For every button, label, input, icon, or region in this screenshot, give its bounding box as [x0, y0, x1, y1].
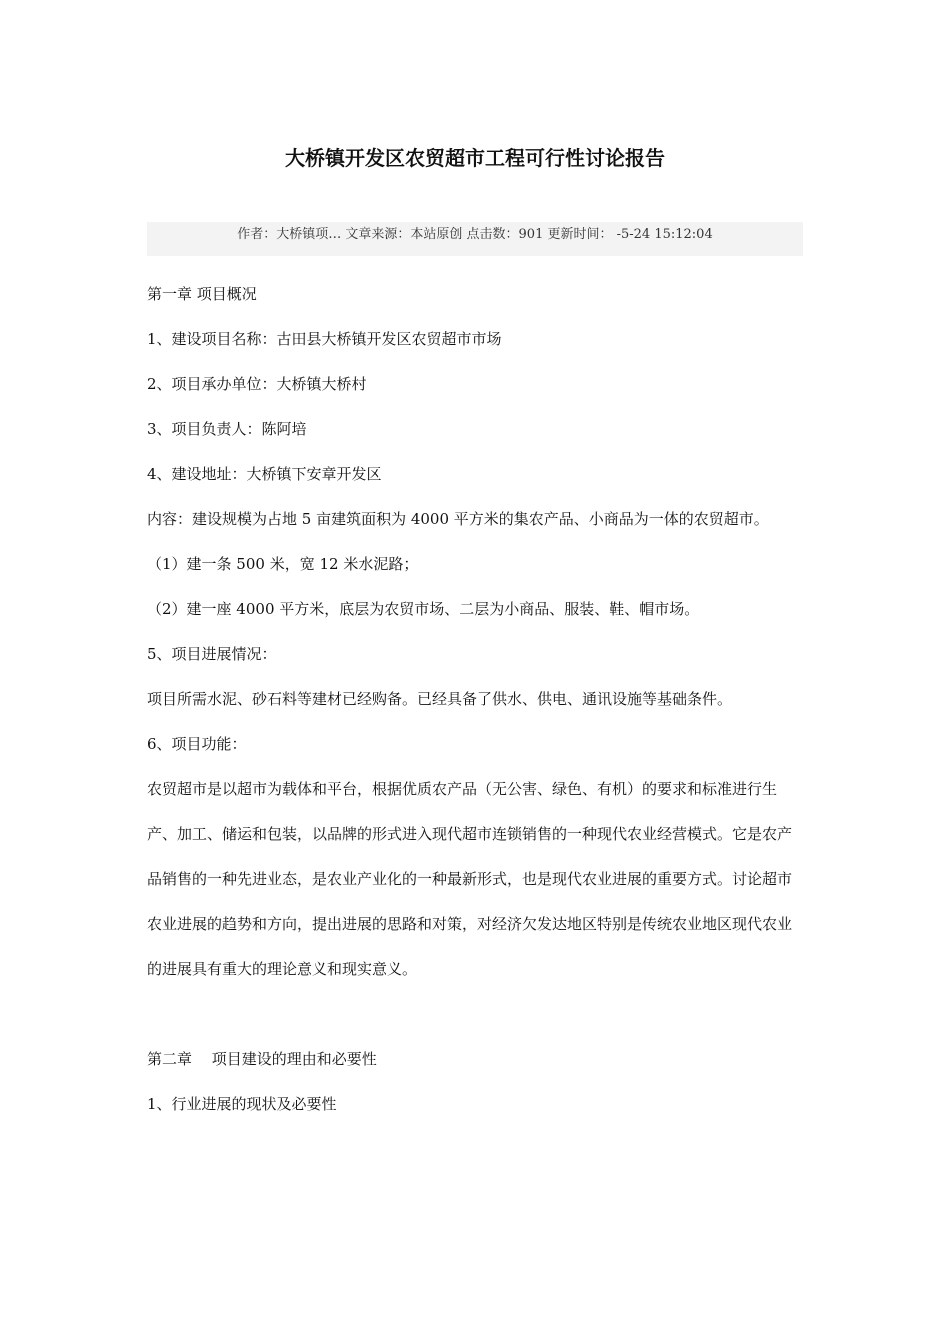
paragraph-spacer: [147, 992, 803, 1037]
chapter-heading: 第一章 项目概况: [147, 285, 257, 303]
paragraph: 3、项目负责人：陈阿培: [147, 420, 307, 438]
article-meta-bar: 作者：大桥镇项… 文章来源：本站原创 点击数：901 更新时间： -5-24 15:12:04: [147, 222, 803, 256]
document-body: [147, 272, 803, 1127]
chapter-heading: 第二章 项目建设的理由和必要性: [147, 1050, 377, 1068]
paragraph: （1）建一条 500 米，宽 12 米水泥路；: [147, 555, 419, 573]
paragraph: 1、建设项目名称：古田县大桥镇开发区农贸超市市场: [147, 330, 502, 348]
paragraph: 内容：建设规模为占地 5 亩建筑面积为 4000 平方米的集农产品、小商品为一体的农贸超市。: [147, 510, 769, 528]
paragraph: 5、项目进展情况：: [147, 645, 277, 663]
paragraph: 4、建设地址：大桥镇下安章开发区: [147, 465, 382, 483]
paragraph: 2、项目承办单位：大桥镇大桥村: [147, 375, 367, 393]
paragraph: （2）建一座 4000 平方米，底层为农贸市场、二层为小商品、服装、鞋、帽市场。: [147, 600, 700, 618]
document-title: 大桥镇开发区农贸超市工程可行性讨论报告: [285, 146, 665, 170]
paragraph: 项目所需水泥、砂石料等建材已经购备。已经具备了供水、供电、通讯设施等基础条件。: [147, 690, 733, 708]
paragraph: 6、项目功能：: [147, 735, 247, 753]
paragraph: 农贸超市是以超市为载体和平台，根据优质农产品（无公害、绿色、有机）的要求和标准进行生产、加工、储运和包装，以品牌的形式进入现代超市连锁销售的一种现代农业经营模式。它是农产品销售的一种先进业态，是农业产业化的一种最新形式，也是现代农业进展的重要方式。讨论超市农业进展的趋势和方向，提出进展的思路和对策，对经济欠发达地区特别是传统农业地区现代农业的进展具有重大的理论意义和现实意义。: [147, 780, 793, 978]
paragraph: 1、行业进展的现状及必要性: [147, 1095, 337, 1113]
